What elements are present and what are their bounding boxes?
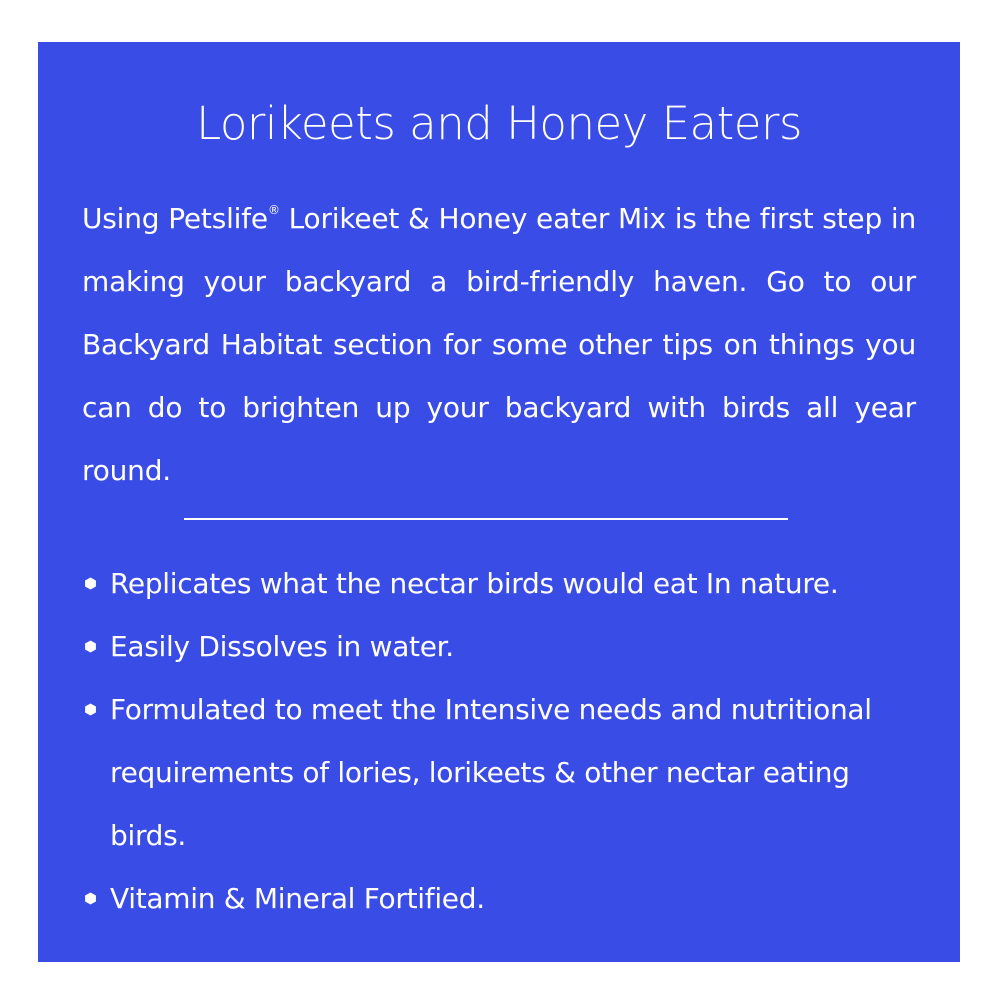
- hexagon-bullet-icon: [84, 577, 97, 590]
- feature-item: [82, 615, 922, 678]
- registered-mark: ®: [267, 203, 280, 217]
- hexagon-bullet-icon: [84, 640, 97, 653]
- feature-text: Replicates what the nectar birds would eat In nature.: [110, 567, 839, 600]
- feature-item: [82, 678, 922, 867]
- intro-text-rest: Lorikeet & Honey eater Mix is the first step in making your backyard a bird-friendly haven. Go to our Backyard Habitat section for some other tips on things you can do to brighten up your backyard with birds all year round.: [82, 202, 916, 487]
- feature-item: [82, 867, 922, 930]
- intro-text-start: Using Petslife: [82, 202, 268, 235]
- feature-text: Easily Dissolves in water.: [110, 630, 454, 663]
- feature-text: Vitamin & Mineral Fortified.: [110, 882, 485, 915]
- hexagon-bullet-icon: [84, 703, 97, 716]
- feature-item: [82, 552, 922, 615]
- info-panel: [38, 42, 960, 962]
- page-title: Lorikeets and Honey Eaters: [196, 97, 802, 150]
- section-divider: [184, 518, 788, 520]
- hexagon-bullet-icon: [84, 892, 97, 905]
- feature-text: Formulated to meet the Intensive needs and nutritional requirements of lories, lorikeets & other nectar eating birds.: [110, 693, 872, 852]
- feature-list: [82, 552, 922, 930]
- intro-paragraph: [82, 187, 916, 502]
